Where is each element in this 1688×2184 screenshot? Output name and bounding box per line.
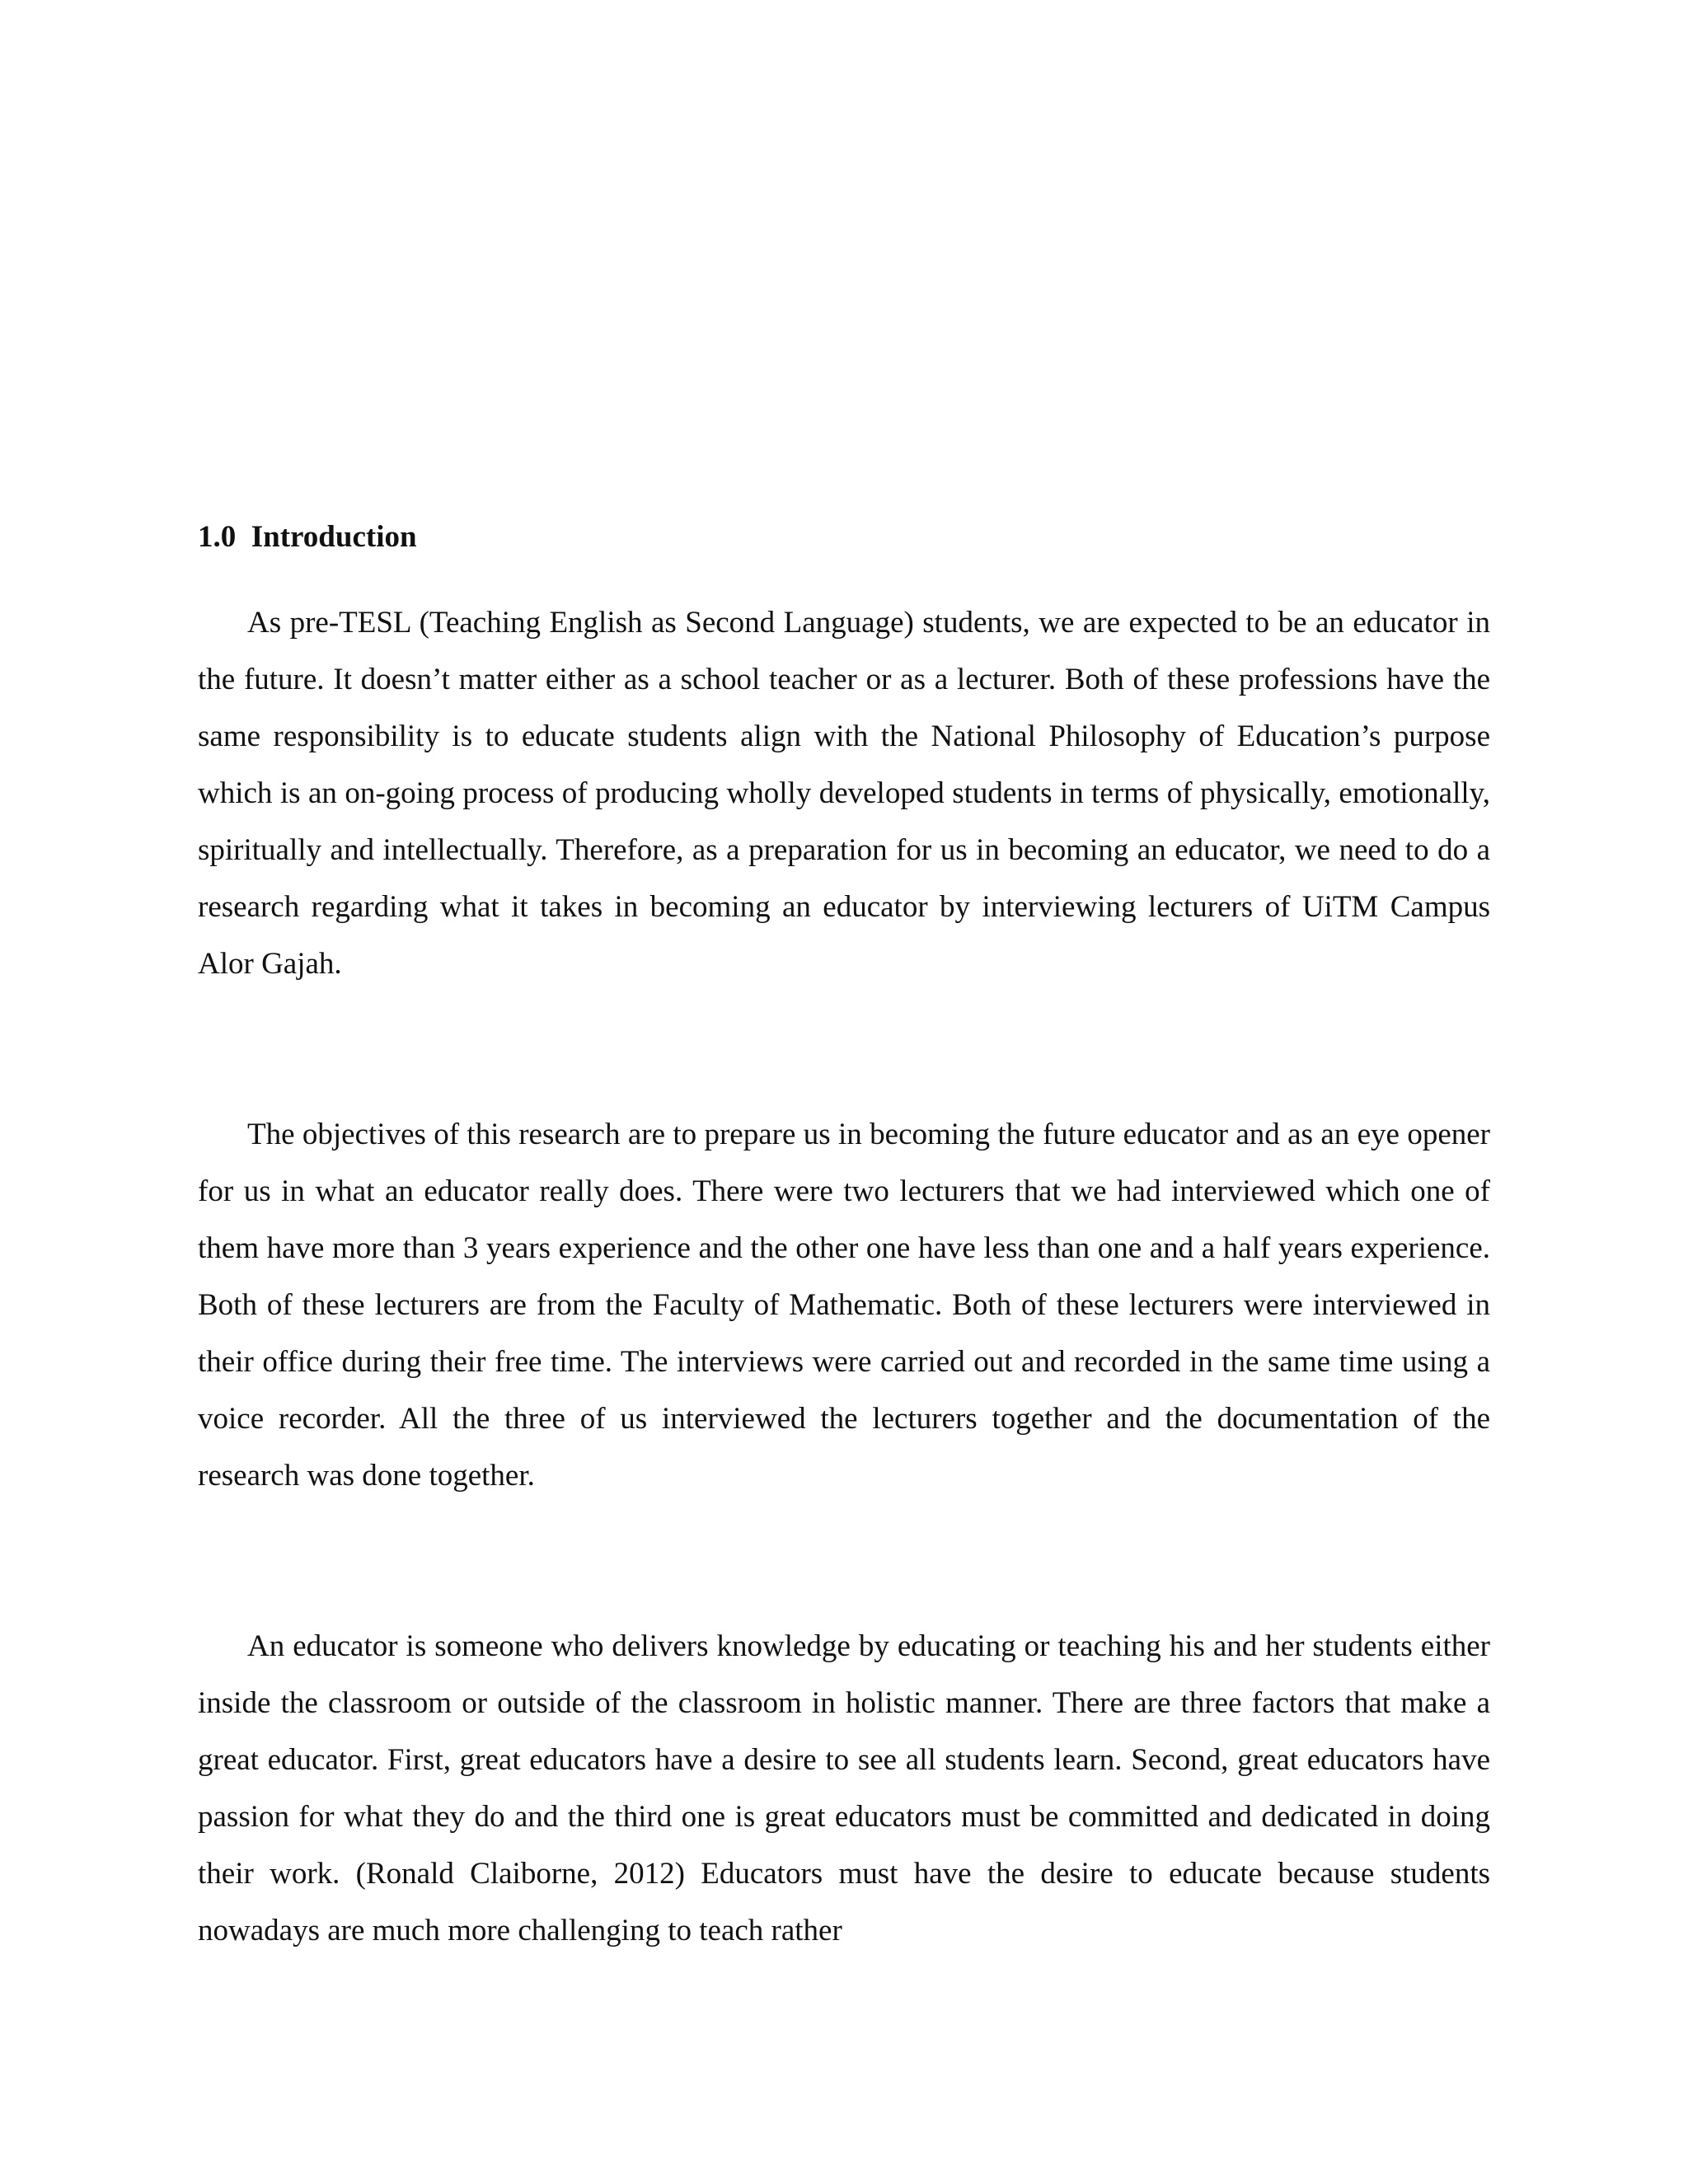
paragraph-1: As pre-TESL (Teaching English as Second Language) students, we are expected to be an educator in the future. It doesn’t matter either as a school teacher or as a lecturer. Both of these professions have the same responsibility is to educate students align with the National Philosophy of Education’s purpose which is an on-going process of producing wholly developed students in terms of physically, emotionally, spiritually and intellectually. Therefore, as a preparation for us in becoming an educator, we need to do a research regarding what it takes in becoming an educator by interviewing lecturers of UiTM Campus Alor Gajah. [198, 606, 1490, 981]
paragraph-2: The objectives of this research are to prepare us in becoming the future educator and as an eye opener for us in what an educator really does. There were two lecturers that we had interviewed which one of them have more than 3 years experience and the other one have less than one and a half years experience. Both of these lecturers are from the Faculty of Mathematic. Both of these lecturers were interviewed in their office during their free time. The interviews were carried out and recorded in the same time using a voice recorder. All the three of us interviewed the lecturers together and the documentation of the research was done together. [198, 1118, 1490, 1493]
section-heading: 1.0 Introduction [198, 520, 417, 554]
paragraph-3: An educator is someone who delivers knowledge by educating or teaching his and her students either inside the classroom or outside of the classroom in holistic manner. There are three factors that make a great educator. First, great educators have a desire to see all students learn. Second, great educators have passion for what they do and the third one is great educators must be committed and dedicated in doing their work. (Ronald Claiborne, 2012) Educators must have the desire to educate because students nowadays are much more challenging to teach rather [198, 1629, 1490, 1947]
document-body [198, 515, 1490, 1959]
